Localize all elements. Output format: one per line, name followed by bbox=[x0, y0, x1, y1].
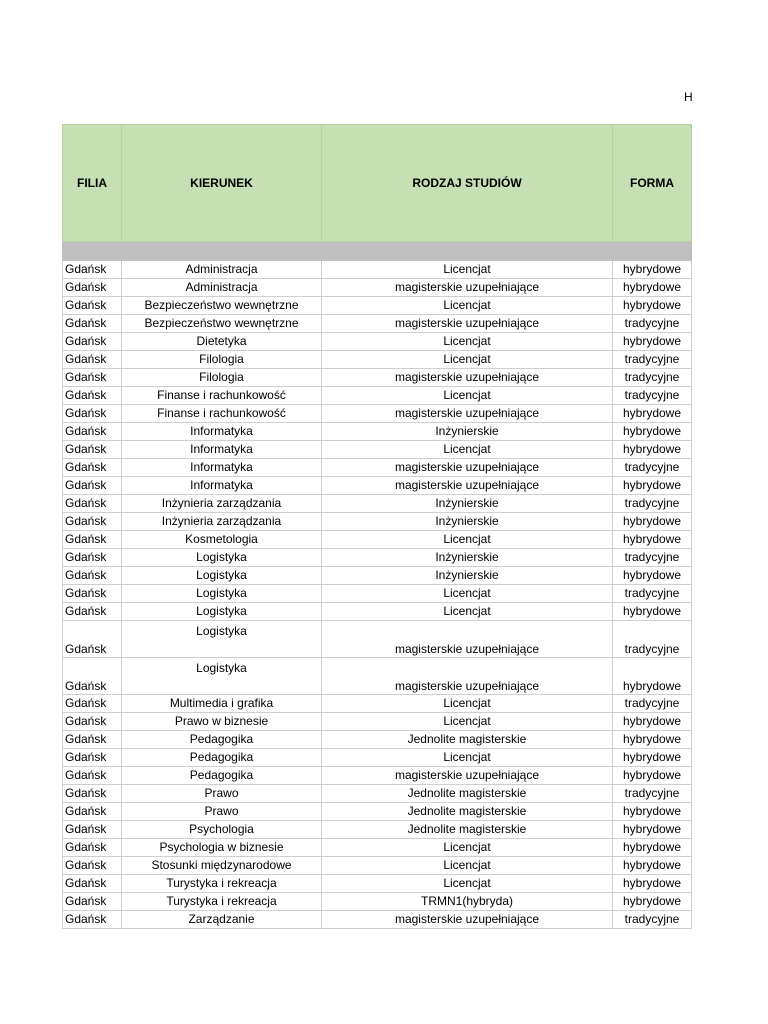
cell-forma[interactable]: hybrydowe bbox=[613, 658, 692, 695]
cell-forma[interactable]: tradycyjne bbox=[613, 585, 692, 603]
cell-filia[interactable]: Gdańsk bbox=[63, 423, 122, 441]
cell-filia[interactable]: Gdańsk bbox=[63, 785, 122, 803]
cell-kierunek[interactable]: Pedagogika bbox=[122, 767, 322, 785]
cell-filia[interactable]: Gdańsk bbox=[63, 658, 122, 695]
cell-rodzaj-studiow[interactable]: Jednolite magisterskie bbox=[322, 785, 613, 803]
cell-rodzaj-studiow[interactable]: Licencjat bbox=[322, 749, 613, 767]
table-row[interactable] bbox=[63, 767, 692, 785]
cell-rodzaj-studiow[interactable]: Licencjat bbox=[322, 695, 613, 713]
cell-filia[interactable]: Gdańsk bbox=[63, 749, 122, 767]
cell-rodzaj-studiow[interactable]: Inżynierskie bbox=[322, 495, 613, 513]
table-row[interactable] bbox=[63, 279, 692, 297]
cell-kierunek[interactable]: Prawo bbox=[122, 785, 322, 803]
table-row[interactable] bbox=[63, 695, 692, 713]
cell-forma[interactable]: hybrydowe bbox=[613, 531, 692, 549]
cell-filia[interactable]: Gdańsk bbox=[63, 839, 122, 857]
cell-rodzaj-studiow[interactable]: Licencjat bbox=[322, 875, 613, 893]
table-row[interactable] bbox=[63, 893, 692, 911]
header-filia[interactable]: FILIA bbox=[63, 125, 122, 242]
cell-rodzaj-studiow[interactable]: magisterskie uzupełniające bbox=[322, 477, 613, 495]
table-row[interactable] bbox=[63, 785, 692, 803]
table-row[interactable] bbox=[63, 261, 692, 279]
cell-filia[interactable]: Gdańsk bbox=[63, 297, 122, 315]
cell-rodzaj-studiow[interactable]: Licencjat bbox=[322, 351, 613, 369]
cell-filia[interactable]: Gdańsk bbox=[63, 803, 122, 821]
cell-filia[interactable]: Gdańsk bbox=[63, 911, 122, 929]
cell-rodzaj-studiow[interactable]: Licencjat bbox=[322, 531, 613, 549]
table-row[interactable] bbox=[63, 567, 692, 585]
table-row[interactable] bbox=[63, 749, 692, 767]
cell-filia[interactable]: Gdańsk bbox=[63, 549, 122, 567]
cell-filia[interactable]: Gdańsk bbox=[63, 477, 122, 495]
cell-kierunek[interactable]: Logistyka bbox=[122, 621, 322, 658]
cell-kierunek[interactable]: Logistyka bbox=[122, 658, 322, 695]
cell-forma[interactable]: hybrydowe bbox=[613, 713, 692, 731]
cell-rodzaj-studiow[interactable]: Inżynierskie bbox=[322, 423, 613, 441]
header-rodzaj-studiow[interactable]: RODZAJ STUDIÓW bbox=[322, 125, 613, 242]
table-row[interactable] bbox=[63, 531, 692, 549]
cell-forma[interactable]: hybrydowe bbox=[613, 279, 692, 297]
cell-forma[interactable]: hybrydowe bbox=[613, 567, 692, 585]
cell-filia[interactable]: Gdańsk bbox=[63, 567, 122, 585]
cell-forma[interactable]: hybrydowe bbox=[613, 333, 692, 351]
cell-forma[interactable]: hybrydowe bbox=[613, 477, 692, 495]
cell-forma[interactable]: tradycyjne bbox=[613, 549, 692, 567]
cell-kierunek[interactable]: Logistyka bbox=[122, 567, 322, 585]
cell-forma[interactable]: hybrydowe bbox=[613, 803, 692, 821]
table-row[interactable] bbox=[63, 387, 692, 405]
cell-filia[interactable]: Gdańsk bbox=[63, 531, 122, 549]
cell-forma[interactable]: hybrydowe bbox=[613, 405, 692, 423]
cell-forma[interactable]: hybrydowe bbox=[613, 821, 692, 839]
table-row[interactable] bbox=[63, 839, 692, 857]
table-row[interactable] bbox=[63, 585, 692, 603]
cell-filia[interactable]: Gdańsk bbox=[63, 441, 122, 459]
cell-forma[interactable]: hybrydowe bbox=[613, 441, 692, 459]
table-row[interactable] bbox=[63, 351, 692, 369]
table-row[interactable] bbox=[63, 459, 692, 477]
table-body bbox=[63, 242, 692, 929]
cell-forma[interactable]: tradycyjne bbox=[613, 315, 692, 333]
cell-kierunek[interactable]: Finanse i rachunkowość bbox=[122, 405, 322, 423]
cell-forma[interactable]: tradycyjne bbox=[613, 369, 692, 387]
cell-filia[interactable]: Gdańsk bbox=[63, 857, 122, 875]
table-row[interactable] bbox=[63, 603, 692, 621]
table-row[interactable] bbox=[63, 369, 692, 387]
cell-kierunek[interactable]: Bezpieczeństwo wewnętrzne bbox=[122, 297, 322, 315]
cell-kierunek[interactable]: Logistyka bbox=[122, 585, 322, 603]
cell-forma[interactable]: tradycyjne bbox=[613, 351, 692, 369]
cell-kierunek[interactable]: Zarządzanie bbox=[122, 911, 322, 929]
table-row[interactable] bbox=[63, 423, 692, 441]
cell-rodzaj-studiow[interactable]: magisterskie uzupełniające bbox=[322, 279, 613, 297]
cell-forma[interactable]: hybrydowe bbox=[613, 857, 692, 875]
cell-rodzaj-studiow[interactable]: Jednolite magisterskie bbox=[322, 821, 613, 839]
cell-forma[interactable]: tradycyjne bbox=[613, 387, 692, 405]
table-row[interactable] bbox=[63, 731, 692, 749]
cell-filia[interactable]: Gdańsk bbox=[63, 315, 122, 333]
cell-filia[interactable]: Gdańsk bbox=[63, 585, 122, 603]
cell-forma[interactable]: tradycyjne bbox=[613, 911, 692, 929]
table-row[interactable] bbox=[63, 821, 692, 839]
table-row[interactable] bbox=[63, 621, 692, 658]
cell-filia[interactable]: Gdańsk bbox=[63, 893, 122, 911]
table-row[interactable] bbox=[63, 405, 692, 423]
cell-kierunek[interactable]: Turystyka i rekreacja bbox=[122, 875, 322, 893]
cell-kierunek[interactable]: Prawo w biznesie bbox=[122, 713, 322, 731]
cell-kierunek[interactable]: Informatyka bbox=[122, 423, 322, 441]
cell-kierunek[interactable]: Inżynieria zarządzania bbox=[122, 513, 322, 531]
cell-forma[interactable]: hybrydowe bbox=[613, 731, 692, 749]
cell-forma[interactable]: hybrydowe bbox=[613, 297, 692, 315]
cell-kierunek[interactable]: Administracja bbox=[122, 261, 322, 279]
cell-kierunek[interactable]: Informatyka bbox=[122, 441, 322, 459]
cell-rodzaj-studiow[interactable]: magisterskie uzupełniające bbox=[322, 658, 613, 695]
cell-rodzaj-studiow[interactable]: magisterskie uzupełniające bbox=[322, 459, 613, 477]
cell-kierunek[interactable]: Informatyka bbox=[122, 459, 322, 477]
cell-forma[interactable]: tradycyjne bbox=[613, 495, 692, 513]
cell-rodzaj-studiow[interactable]: Licencjat bbox=[322, 387, 613, 405]
cell-forma[interactable]: hybrydowe bbox=[613, 261, 692, 279]
cell-kierunek[interactable]: Dietetyka bbox=[122, 333, 322, 351]
table-row[interactable] bbox=[63, 911, 692, 929]
table-row[interactable] bbox=[63, 875, 692, 893]
cell-rodzaj-studiow[interactable]: Licencjat bbox=[322, 441, 613, 459]
cell-forma[interactable]: tradycyjne bbox=[613, 459, 692, 477]
cell-rodzaj-studiow[interactable]: Licencjat bbox=[322, 297, 613, 315]
cell-rodzaj-studiow[interactable]: Inżynierskie bbox=[322, 567, 613, 585]
cell-filia[interactable]: Gdańsk bbox=[63, 351, 122, 369]
cell-filia[interactable]: Gdańsk bbox=[63, 621, 122, 658]
cell-rodzaj-studiow[interactable]: magisterskie uzupełniające bbox=[322, 315, 613, 333]
cell-kierunek[interactable]: Pedagogika bbox=[122, 749, 322, 767]
table-row[interactable] bbox=[63, 477, 692, 495]
cell-kierunek[interactable]: Bezpieczeństwo wewnętrzne bbox=[122, 315, 322, 333]
cell-rodzaj-studiow[interactable]: Jednolite magisterskie bbox=[322, 803, 613, 821]
cell-filia[interactable]: Gdańsk bbox=[63, 767, 122, 785]
cell-rodzaj-studiow[interactable]: TRMN1(hybryda) bbox=[322, 893, 613, 911]
cell-filia[interactable]: Gdańsk bbox=[63, 713, 122, 731]
cell-forma[interactable]: hybrydowe bbox=[613, 875, 692, 893]
studies-table bbox=[62, 124, 692, 929]
table-row[interactable] bbox=[63, 315, 692, 333]
cell-kierunek[interactable]: Filologia bbox=[122, 369, 322, 387]
cell-forma[interactable]: hybrydowe bbox=[613, 603, 692, 621]
cell-rodzaj-studiow[interactable]: magisterskie uzupełniające bbox=[322, 621, 613, 658]
table-row[interactable] bbox=[63, 333, 692, 351]
cell-filia[interactable]: Gdańsk bbox=[63, 279, 122, 297]
cell-filia[interactable]: Gdańsk bbox=[63, 333, 122, 351]
cell-filia[interactable]: Gdańsk bbox=[63, 695, 122, 713]
cell-rodzaj-studiow[interactable]: Licencjat bbox=[322, 713, 613, 731]
cell-filia[interactable]: Gdańsk bbox=[63, 821, 122, 839]
cell-filia[interactable]: Gdańsk bbox=[63, 369, 122, 387]
cell-rodzaj-studiow[interactable]: Licencjat bbox=[322, 839, 613, 857]
cell-forma[interactable]: tradycyjne bbox=[613, 621, 692, 658]
cell-forma[interactable]: hybrydowe bbox=[613, 749, 692, 767]
cell-kierunek[interactable]: Prawo bbox=[122, 803, 322, 821]
cell-filia[interactable]: Gdańsk bbox=[63, 495, 122, 513]
table-header bbox=[63, 125, 692, 242]
cell-filia[interactable]: Gdańsk bbox=[63, 387, 122, 405]
cell-kierunek[interactable]: Finanse i rachunkowość bbox=[122, 387, 322, 405]
cell-kierunek[interactable]: Logistyka bbox=[122, 549, 322, 567]
cell-rodzaj-studiow[interactable]: Inżynierskie bbox=[322, 549, 613, 567]
table-row[interactable] bbox=[63, 549, 692, 567]
cell-forma[interactable]: tradycyjne bbox=[613, 785, 692, 803]
header-kierunek[interactable]: KIERUNEK bbox=[122, 125, 322, 242]
cell-kierunek[interactable]: Inżynieria zarządzania bbox=[122, 495, 322, 513]
table-row[interactable] bbox=[63, 495, 692, 513]
cell-filia[interactable]: Gdańsk bbox=[63, 875, 122, 893]
cell-rodzaj-studiow[interactable]: Licencjat bbox=[322, 333, 613, 351]
cell-kierunek[interactable]: Kosmetologia bbox=[122, 531, 322, 549]
cell-kierunek[interactable]: Logistyka bbox=[122, 603, 322, 621]
table-row[interactable] bbox=[63, 513, 692, 531]
cell-forma[interactable]: hybrydowe bbox=[613, 423, 692, 441]
cell-rodzaj-studiow[interactable]: magisterskie uzupełniające bbox=[322, 405, 613, 423]
cell-kierunek[interactable]: Pedagogika bbox=[122, 731, 322, 749]
cell-kierunek[interactable]: Psychologia bbox=[122, 821, 322, 839]
cell-kierunek[interactable]: Filologia bbox=[122, 351, 322, 369]
cell-rodzaj-studiow[interactable]: magisterskie uzupełniające bbox=[322, 911, 613, 929]
cell-forma[interactable]: hybrydowe bbox=[613, 893, 692, 911]
cell-filia[interactable]: Gdańsk bbox=[63, 459, 122, 477]
table-row[interactable] bbox=[63, 441, 692, 459]
cell-kierunek[interactable]: Administracja bbox=[122, 279, 322, 297]
cell-filia[interactable]: Gdańsk bbox=[63, 261, 122, 279]
cell-kierunek[interactable]: Stosunki międzynarodowe bbox=[122, 857, 322, 875]
cell-rodzaj-studiow[interactable]: Inżynierskie bbox=[322, 513, 613, 531]
cell-filia[interactable]: Gdańsk bbox=[63, 405, 122, 423]
cell-rodzaj-studiow[interactable]: Licencjat bbox=[322, 603, 613, 621]
cell-kierunek[interactable]: Psychologia w biznesie bbox=[122, 839, 322, 857]
cell-forma[interactable]: tradycyjne bbox=[613, 695, 692, 713]
cell-forma[interactable]: hybrydowe bbox=[613, 513, 692, 531]
cell-filia[interactable]: Gdańsk bbox=[63, 731, 122, 749]
table-row[interactable] bbox=[63, 713, 692, 731]
cell-rodzaj-studiow[interactable]: magisterskie uzupełniające bbox=[322, 767, 613, 785]
table-row[interactable] bbox=[63, 803, 692, 821]
header-forma[interactable]: FORMA bbox=[613, 125, 692, 242]
cell-forma[interactable]: hybrydowe bbox=[613, 767, 692, 785]
cell-forma[interactable]: hybrydowe bbox=[613, 839, 692, 857]
table-row[interactable] bbox=[63, 857, 692, 875]
cell-rodzaj-studiow[interactable]: magisterskie uzupełniające bbox=[322, 369, 613, 387]
header-separator-band bbox=[63, 242, 692, 261]
cell-rodzaj-studiow[interactable]: Licencjat bbox=[322, 585, 613, 603]
cell-rodzaj-studiow[interactable]: Licencjat bbox=[322, 261, 613, 279]
cell-kierunek[interactable]: Turystyka i rekreacja bbox=[122, 893, 322, 911]
cell-kierunek[interactable]: Multimedia i grafika bbox=[122, 695, 322, 713]
corner-mark: H bbox=[684, 90, 693, 104]
cell-rodzaj-studiow[interactable]: Licencjat bbox=[322, 857, 613, 875]
cell-filia[interactable]: Gdańsk bbox=[63, 603, 122, 621]
cell-kierunek[interactable]: Informatyka bbox=[122, 477, 322, 495]
table-row[interactable] bbox=[63, 297, 692, 315]
cell-filia[interactable]: Gdańsk bbox=[63, 513, 122, 531]
cell-rodzaj-studiow[interactable]: Jednolite magisterskie bbox=[322, 731, 613, 749]
table-row[interactable] bbox=[63, 658, 692, 695]
